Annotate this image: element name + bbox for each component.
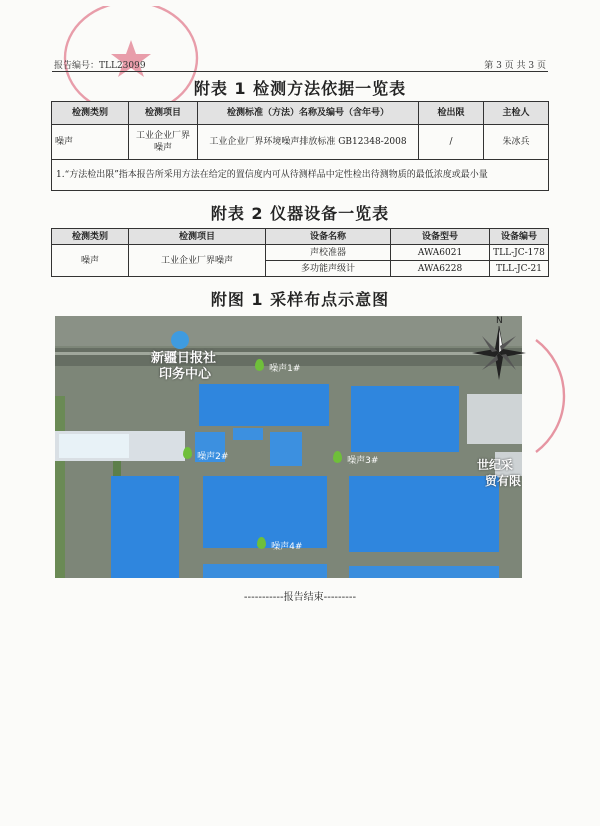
table-cell: 朱冰兵 [484, 125, 549, 160]
col-header: 设备编号 [490, 229, 549, 245]
col-header: 设备型号 [391, 229, 490, 245]
table-cell: 声校准器 [266, 245, 391, 261]
col-header: 设备名称 [266, 229, 391, 245]
table-cell: AWA6228 [391, 261, 490, 277]
table-cell: 噪声 [52, 125, 129, 160]
figure1-title: 附图 1 采样布点示意图 [210, 290, 390, 309]
page-header [54, 58, 546, 72]
point-label: 噪声3# [347, 456, 379, 466]
col-header: 检测项目 [129, 102, 198, 125]
col-header: 检出限 [419, 102, 484, 125]
table-cell: / [419, 125, 484, 160]
report-end: -----------报告结束--------- [243, 592, 357, 603]
header-divider [52, 71, 548, 72]
table-row [52, 245, 549, 261]
report-number: 报告编号：TLL23099 [54, 61, 146, 71]
col-header: 检测项目 [129, 229, 266, 245]
table-row [52, 125, 549, 160]
table-cell: TLL-JC-178 [490, 245, 549, 261]
sampling-map [55, 316, 522, 578]
sampling-point-1 [255, 356, 300, 375]
table-cell: 噪声 [52, 245, 129, 277]
table1-title: 附表 1 检测方法依据一览表 [193, 79, 407, 98]
point-label: 噪声4# [271, 542, 303, 552]
map-pin-icon [255, 359, 264, 371]
col-header: 检测类别 [52, 102, 129, 125]
col-header: 检测类别 [52, 229, 129, 245]
map-pin-icon [333, 451, 342, 463]
map-pin-icon [183, 447, 192, 459]
table-cell: AWA6021 [391, 245, 490, 261]
point-label: 噪声2# [197, 452, 229, 462]
north-compass [472, 316, 526, 380]
map-label: 新疆日报社 [151, 351, 217, 366]
method-table [51, 101, 549, 191]
map-label: 贸有限 [485, 474, 522, 488]
point-label: 噪声1# [269, 364, 301, 374]
col-header: 检测标准（方法）名称及编号（含年号） [198, 102, 419, 125]
map-pin-icon [257, 537, 266, 549]
table-cell: 工业企业厂界环境噪声排放标准 GB12348-2008 [198, 125, 419, 160]
table-cell: 工业企业厂界噪声 [129, 125, 198, 160]
table-cell: 多功能声级计 [266, 261, 391, 277]
table-cell: 工业企业厂界噪声 [129, 245, 266, 277]
col-header: 主检人 [484, 102, 549, 125]
equipment-table [51, 228, 549, 277]
table-note: 1.“方法检出限”指本报告所采用方法在给定的置信度内可从待测样品中定性检出待测物质的最低浓度或最小量 [52, 160, 549, 191]
table2-title: 附表 2 仪器设备一览表 [210, 204, 390, 223]
table-cell: TLL-JC-21 [490, 261, 549, 277]
sampling-point-2 [183, 444, 228, 463]
company-seal-edge [528, 336, 600, 456]
page-number: 第 3 页 共 3 页 [484, 61, 546, 71]
map-label: 印务中心 [159, 367, 212, 382]
compass-rose-icon [472, 326, 526, 380]
sampling-point-3 [333, 448, 378, 467]
map-label: 世纪采 [477, 458, 514, 472]
sampling-point-4 [257, 534, 302, 553]
compass-n-label: N [496, 316, 503, 326]
